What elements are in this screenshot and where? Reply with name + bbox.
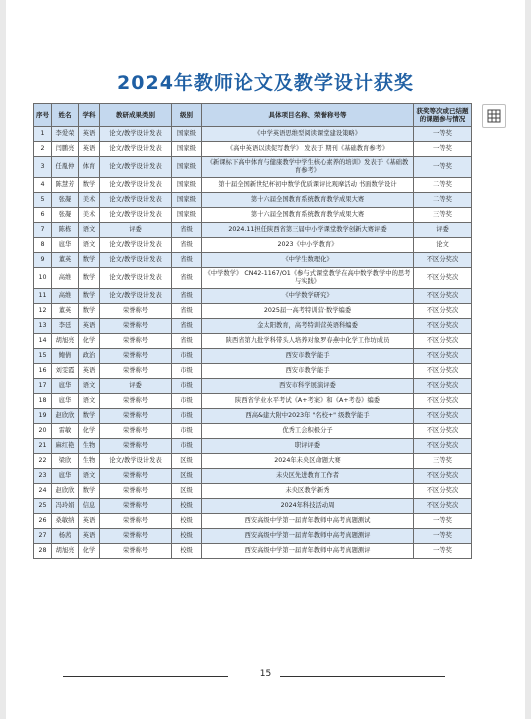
cell-no: 28 xyxy=(34,544,52,559)
cell-subject: 英语 xyxy=(79,364,100,379)
cell-name: 杨茜 xyxy=(52,529,79,544)
header-project: 具体项目名称、荣誉称号等 xyxy=(202,104,414,127)
cell-no: 6 xyxy=(34,208,52,223)
cell-project: 《中学英语思维型阅读课堂建设策略》 xyxy=(202,127,414,142)
cell-category: 论文/教学设计发表 xyxy=(100,268,172,289)
header-subject: 学科 xyxy=(79,104,100,127)
header-name: 姓名 xyxy=(52,104,79,127)
cell-result: 不区分奖次 xyxy=(414,484,472,499)
cell-category: 论文/教学设计发表 xyxy=(100,127,172,142)
cell-category: 论文/教学设计发表 xyxy=(100,253,172,268)
cell-name: 扈华 xyxy=(52,394,79,409)
cell-subject: 数学 xyxy=(79,304,100,319)
cell-category: 论文/教学设计发表 xyxy=(100,454,172,469)
cell-result: 不区分奖次 xyxy=(414,424,472,439)
cell-no: 17 xyxy=(34,379,52,394)
cell-no: 12 xyxy=(34,304,52,319)
cell-result: 二等奖 xyxy=(414,178,472,193)
cell-category: 荣誉称号 xyxy=(100,334,172,349)
cell-no: 7 xyxy=(34,223,52,238)
cell-category: 论文/教学设计发表 xyxy=(100,238,172,253)
cell-level: 国家级 xyxy=(172,157,202,178)
table-row xyxy=(34,364,472,379)
cell-result: 三等奖 xyxy=(414,454,472,469)
table-row xyxy=(34,394,472,409)
cell-subject: 数学 xyxy=(79,484,100,499)
table-row xyxy=(34,178,472,193)
table-row xyxy=(34,409,472,424)
cell-name: 任胤仲 xyxy=(52,157,79,178)
cell-result: 不区分奖次 xyxy=(414,439,472,454)
cell-no: 8 xyxy=(34,238,52,253)
cell-name: 陈慧芳 xyxy=(52,178,79,193)
cell-subject: 英语 xyxy=(79,142,100,157)
cell-no: 21 xyxy=(34,439,52,454)
cell-subject: 数学 xyxy=(79,289,100,304)
cell-level: 区级 xyxy=(172,469,202,484)
cell-result: 不区分奖次 xyxy=(414,253,472,268)
cell-level: 市级 xyxy=(172,439,202,454)
cell-category: 荣誉称号 xyxy=(100,499,172,514)
cell-project: 2025届一高考特训营·数学编委 xyxy=(202,304,414,319)
cell-result: 一等奖 xyxy=(414,127,472,142)
cell-result: 不区分奖次 xyxy=(414,469,472,484)
table-row xyxy=(34,253,472,268)
cell-name: 雷敏 xyxy=(52,424,79,439)
cell-subject: 政治 xyxy=(79,349,100,364)
cell-subject: 生物 xyxy=(79,454,100,469)
cell-level: 区级 xyxy=(172,484,202,499)
cell-level: 省级 xyxy=(172,253,202,268)
cell-level: 省级 xyxy=(172,304,202,319)
cell-category: 荣誉称号 xyxy=(100,484,172,499)
cell-result: 三等奖 xyxy=(414,208,472,223)
cell-name: 冯玲娟 xyxy=(52,499,79,514)
cell-project: 西安高级中学第一届青年教师中高考真题测试 xyxy=(202,514,414,529)
cell-result: 评委 xyxy=(414,223,472,238)
cell-level: 市级 xyxy=(172,409,202,424)
table-row xyxy=(34,304,472,319)
cell-result: 不区分奖次 xyxy=(414,394,472,409)
cell-subject: 语文 xyxy=(79,223,100,238)
cell-subject: 语文 xyxy=(79,394,100,409)
cell-result: 不区分奖次 xyxy=(414,349,472,364)
cell-subject: 数学 xyxy=(79,409,100,424)
cell-subject: 数学 xyxy=(79,178,100,193)
cell-no: 10 xyxy=(34,268,52,289)
header-result: 获奖等次或已结题的课题参与情况 xyxy=(414,104,472,127)
cell-name: 扈华 xyxy=(52,379,79,394)
cell-name: 胡旭亮 xyxy=(52,334,79,349)
cell-level: 市级 xyxy=(172,364,202,379)
cell-category: 荣誉称号 xyxy=(100,394,172,409)
table-row xyxy=(34,157,472,178)
cell-no: 16 xyxy=(34,364,52,379)
table-row xyxy=(34,223,472,238)
cell-name: 陈栋 xyxy=(52,223,79,238)
cell-no: 4 xyxy=(34,178,52,193)
cell-level: 市级 xyxy=(172,349,202,364)
cell-level: 市级 xyxy=(172,424,202,439)
cell-subject: 化学 xyxy=(79,424,100,439)
table-row xyxy=(34,193,472,208)
cell-name: 扈华 xyxy=(52,238,79,253)
cell-level: 省级 xyxy=(172,268,202,289)
cell-subject: 数学 xyxy=(79,268,100,289)
cell-project: 《中学数学研究》 xyxy=(202,289,414,304)
cell-level: 校级 xyxy=(172,529,202,544)
cell-subject: 美术 xyxy=(79,193,100,208)
cell-level: 省级 xyxy=(172,223,202,238)
table-row xyxy=(34,379,472,394)
cell-level: 区级 xyxy=(172,454,202,469)
cell-project: 金太阳教育，高考特训营英语科编委 xyxy=(202,319,414,334)
cell-project: 《中学生数理化》 xyxy=(202,253,414,268)
cell-category: 荣誉称号 xyxy=(100,529,172,544)
cell-project: 西高&建大附中2023年 "名校+" 级教学能手 xyxy=(202,409,414,424)
cell-subject: 体育 xyxy=(79,157,100,178)
cell-level: 省级 xyxy=(172,289,202,304)
cell-category: 论文/教学设计发表 xyxy=(100,157,172,178)
table-row xyxy=(34,238,472,253)
cell-level: 校级 xyxy=(172,514,202,529)
cell-result: 不区分奖次 xyxy=(414,289,472,304)
cell-project: 《中学数学》 CN42-1167/O1《参与式课堂教学在高中数学教学中的思考与实践》 xyxy=(202,268,414,289)
cell-subject: 英语 xyxy=(79,514,100,529)
table-header-row xyxy=(34,104,472,127)
page-number: 15 xyxy=(259,669,272,679)
cell-project: 2024.11担任陕西省第三届中小学课堂教学创新大赛评委 xyxy=(202,223,414,238)
cell-subject: 英语 xyxy=(79,319,100,334)
cell-name: 鲍倩 xyxy=(52,349,79,364)
cell-result: 论文 xyxy=(414,238,472,253)
cell-result: 不区分奖次 xyxy=(414,499,472,514)
cell-result: 一等奖 xyxy=(414,142,472,157)
cell-no: 24 xyxy=(34,484,52,499)
cell-no: 19 xyxy=(34,409,52,424)
cell-no: 20 xyxy=(34,424,52,439)
cell-project: 西安高级中学第一届青年教师中高考真题测评 xyxy=(202,544,414,559)
cell-level: 国家级 xyxy=(172,127,202,142)
cell-level: 省级 xyxy=(172,319,202,334)
cell-name: 胡旭亮 xyxy=(52,544,79,559)
cell-name: 高维 xyxy=(52,268,79,289)
cell-subject: 化学 xyxy=(79,544,100,559)
cell-category: 论文/教学设计发表 xyxy=(100,178,172,193)
page-title: 2024年教师论文及教学设计获奖 xyxy=(117,72,414,94)
cell-no: 5 xyxy=(34,193,52,208)
table-row xyxy=(34,439,472,454)
cell-result: 一等奖 xyxy=(414,529,472,544)
cell-level: 校级 xyxy=(172,544,202,559)
cell-subject: 语文 xyxy=(79,469,100,484)
cell-category: 论文/教学设计发表 xyxy=(100,142,172,157)
cell-no: 3 xyxy=(34,157,52,178)
cell-subject: 英语 xyxy=(79,127,100,142)
cell-category: 荣誉称号 xyxy=(100,319,172,334)
cell-result: 一等奖 xyxy=(414,514,472,529)
cell-no: 13 xyxy=(34,319,52,334)
cell-subject: 生物 xyxy=(79,439,100,454)
table-row xyxy=(34,484,472,499)
table-row xyxy=(34,334,472,349)
cell-project: 陕西省第九批学科带头人培养对象罗春燕中化学工作坊成员 xyxy=(202,334,414,349)
cell-result: 不区分奖次 xyxy=(414,319,472,334)
cell-project: 职评评委 xyxy=(202,439,414,454)
cell-project: 西安市科学展演评委 xyxy=(202,379,414,394)
cell-no: 9 xyxy=(34,253,52,268)
cell-project: 未央区教学新秀 xyxy=(202,484,414,499)
cell-category: 荣誉称号 xyxy=(100,439,172,454)
header-no: 序号 xyxy=(34,104,52,127)
cell-project: 优秀工会积极分子 xyxy=(202,424,414,439)
cell-level: 国家级 xyxy=(172,208,202,223)
cell-category: 评委 xyxy=(100,223,172,238)
cell-no: 22 xyxy=(34,454,52,469)
cell-level: 国家级 xyxy=(172,193,202,208)
cell-project: 《新课标下高中体育与健康教学中学生核心素养的培训》发表于《基础教育参考》 xyxy=(202,157,414,178)
cell-result: 不区分奖次 xyxy=(414,334,472,349)
cell-project: 未央区先进教育工作者 xyxy=(202,469,414,484)
cell-no: 26 xyxy=(34,514,52,529)
cell-no: 15 xyxy=(34,349,52,364)
cell-subject: 语文 xyxy=(79,379,100,394)
cell-level: 校级 xyxy=(172,499,202,514)
cell-no: 27 xyxy=(34,529,52,544)
table-row xyxy=(34,349,472,364)
cell-name: 董英 xyxy=(52,304,79,319)
cell-no: 11 xyxy=(34,289,52,304)
cell-project: 第十届全国新世纪杯初中数学优质课评比观摩活动 书面数学设计 xyxy=(202,178,414,193)
cell-name: 赵欣欣 xyxy=(52,409,79,424)
cell-result: 不区分奖次 xyxy=(414,364,472,379)
cell-name: 桑敏纳 xyxy=(52,514,79,529)
cell-level: 市级 xyxy=(172,394,202,409)
cell-subject: 化学 xyxy=(79,334,100,349)
cell-result: 不区分奖次 xyxy=(414,268,472,289)
cell-project: 西安高级中学第一届青年教师中高考真题测评 xyxy=(202,529,414,544)
cell-name: 张凝 xyxy=(52,193,79,208)
cell-name: 麻红艳 xyxy=(52,439,79,454)
table-grid-icon[interactable] xyxy=(482,104,506,128)
table-grid-icon-glyph xyxy=(487,109,501,123)
awards-table xyxy=(33,103,472,559)
table-body xyxy=(34,127,472,559)
cell-name: 李廷 xyxy=(52,319,79,334)
header-category: 教研成果类别 xyxy=(100,104,172,127)
cell-project: 西安市教学能手 xyxy=(202,364,414,379)
cell-category: 荣誉称号 xyxy=(100,424,172,439)
cell-name: 赵欣欣 xyxy=(52,484,79,499)
cell-result: 一等奖 xyxy=(414,544,472,559)
cell-category: 荣誉称号 xyxy=(100,349,172,364)
cell-level: 省级 xyxy=(172,238,202,253)
cell-category: 论文/教学设计发表 xyxy=(100,289,172,304)
cell-result: 不区分奖次 xyxy=(414,409,472,424)
cell-no: 23 xyxy=(34,469,52,484)
cell-name: 闫鹏亮 xyxy=(52,142,79,157)
cell-no: 1 xyxy=(34,127,52,142)
table-row xyxy=(34,514,472,529)
cell-category: 荣誉称号 xyxy=(100,304,172,319)
cell-name: 李爱荣 xyxy=(52,127,79,142)
table-row xyxy=(34,499,472,514)
table-row xyxy=(34,268,472,289)
cell-subject: 信息 xyxy=(79,499,100,514)
cell-category: 评委 xyxy=(100,379,172,394)
table-row xyxy=(34,289,472,304)
cell-level: 市级 xyxy=(172,379,202,394)
table-row xyxy=(34,454,472,469)
cell-level: 省级 xyxy=(172,334,202,349)
cell-subject: 数学 xyxy=(79,253,100,268)
table-row xyxy=(34,142,472,157)
cell-category: 荣誉称号 xyxy=(100,514,172,529)
cell-level: 国家级 xyxy=(172,178,202,193)
cell-subject: 英语 xyxy=(79,529,100,544)
cell-project: 2024年科技活动周 xyxy=(202,499,414,514)
cell-result: 不区分奖次 xyxy=(414,379,472,394)
cell-name: 董英 xyxy=(52,253,79,268)
cell-project: 陕西省学业水平考试《A+考案》和《A+考卷》编委 xyxy=(202,394,414,409)
cell-name: 刘雯霞 xyxy=(52,364,79,379)
cell-result: 一等奖 xyxy=(414,157,472,178)
cell-level: 国家级 xyxy=(172,142,202,157)
cell-project: 2024年未央区命题大赛 xyxy=(202,454,414,469)
cell-project: 西安市教学能手 xyxy=(202,349,414,364)
cell-no: 2 xyxy=(34,142,52,157)
cell-project: 第十六届全国教育系统教育教学成果大赛 xyxy=(202,208,414,223)
cell-category: 论文/教学设计发表 xyxy=(100,193,172,208)
cell-name: 梁欣 xyxy=(52,454,79,469)
cell-project: 2023《中小学教育》 xyxy=(202,238,414,253)
footer-rule-right xyxy=(280,676,445,677)
table-row xyxy=(34,544,472,559)
table-row xyxy=(34,469,472,484)
table-row xyxy=(34,208,472,223)
table-row xyxy=(34,127,472,142)
table-row xyxy=(34,529,472,544)
cell-project: 第十六届全国教育系统教育教学成果大赛 xyxy=(202,193,414,208)
cell-result: 二等奖 xyxy=(414,193,472,208)
cell-name: 高维 xyxy=(52,289,79,304)
cell-category: 论文/教学设计发表 xyxy=(100,208,172,223)
cell-category: 荣誉称号 xyxy=(100,364,172,379)
table-row xyxy=(34,424,472,439)
cell-no: 25 xyxy=(34,499,52,514)
table-row xyxy=(34,319,472,334)
cell-name: 扈华 xyxy=(52,469,79,484)
cell-category: 荣誉称号 xyxy=(100,469,172,484)
cell-subject: 语文 xyxy=(79,238,100,253)
cell-no: 18 xyxy=(34,394,52,409)
cell-result: 不区分奖次 xyxy=(414,304,472,319)
cell-project: 《高中英语以读促写教学》 发表于 期刊《基础教育参考》 xyxy=(202,142,414,157)
cell-subject: 美术 xyxy=(79,208,100,223)
cell-category: 荣誉称号 xyxy=(100,544,172,559)
header-level: 级别 xyxy=(172,104,202,127)
cell-category: 荣誉称号 xyxy=(100,409,172,424)
cell-name: 张凝 xyxy=(52,208,79,223)
cell-no: 14 xyxy=(34,334,52,349)
